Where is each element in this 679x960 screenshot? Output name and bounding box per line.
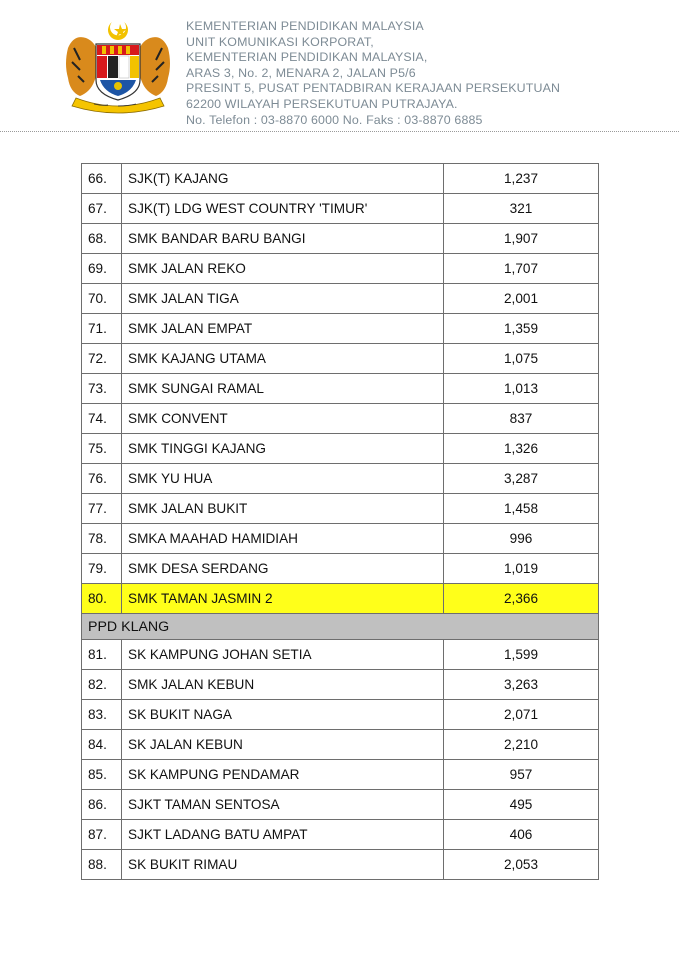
row-number: 70. bbox=[82, 284, 122, 314]
student-count: 321 bbox=[444, 194, 599, 224]
school-name: SMK JALAN KEBUN bbox=[122, 670, 444, 700]
student-count: 1,599 bbox=[444, 640, 599, 670]
row-number: 88. bbox=[82, 850, 122, 880]
row-number: 73. bbox=[82, 374, 122, 404]
coat-of-arms-icon bbox=[62, 18, 174, 114]
student-count: 2,053 bbox=[444, 850, 599, 880]
table-row bbox=[82, 524, 599, 554]
school-name: SMK JALAN REKO bbox=[122, 254, 444, 284]
address-line: KEMENTERIAN PENDIDIKAN MALAYSIA bbox=[186, 19, 424, 33]
student-count: 2,001 bbox=[444, 284, 599, 314]
school-name: SJK(T) LDG WEST COUNTRY 'TIMUR' bbox=[122, 194, 444, 224]
school-name: SMKA MAAHAD HAMIDIAH bbox=[122, 524, 444, 554]
student-count: 2,210 bbox=[444, 730, 599, 760]
table-row bbox=[82, 254, 599, 284]
school-name: SMK JALAN BUKIT bbox=[122, 494, 444, 524]
school-name: SK BUKIT RIMAU bbox=[122, 850, 444, 880]
student-count: 2,366 bbox=[444, 584, 599, 614]
address-line: ARAS 3, No. 2, MENARA 2, JALAN P5/6 bbox=[186, 65, 416, 80]
student-count: 1,359 bbox=[444, 314, 599, 344]
table-row bbox=[82, 344, 599, 374]
row-number: 74. bbox=[82, 404, 122, 434]
student-count: 406 bbox=[444, 820, 599, 850]
school-name: SMK SUNGAI RAMAL bbox=[122, 374, 444, 404]
table-row bbox=[82, 700, 599, 730]
table-row bbox=[82, 224, 599, 254]
row-number: 86. bbox=[82, 790, 122, 820]
row-number: 72. bbox=[82, 344, 122, 374]
student-count: 837 bbox=[444, 404, 599, 434]
address-line: KEMENTERIAN PENDIDIKAN MALAYSIA, bbox=[186, 50, 428, 65]
table-row bbox=[82, 760, 599, 790]
row-number: 81. bbox=[82, 640, 122, 670]
row-number: 85. bbox=[82, 760, 122, 790]
student-count: 1,326 bbox=[444, 434, 599, 464]
header-divider bbox=[0, 131, 679, 132]
school-name: SMK TAMAN JASMIN 2 bbox=[122, 584, 444, 614]
table-row-highlighted bbox=[82, 584, 599, 614]
table-row bbox=[82, 790, 599, 820]
table-row bbox=[82, 670, 599, 700]
school-name: SMK YU HUA bbox=[122, 464, 444, 494]
student-count: 1,458 bbox=[444, 494, 599, 524]
table-row bbox=[82, 850, 599, 880]
school-name: SMK JALAN TIGA bbox=[122, 284, 444, 314]
student-count: 3,287 bbox=[444, 464, 599, 494]
row-number: 79. bbox=[82, 554, 122, 584]
table-row bbox=[82, 640, 599, 670]
address-line: 62200 WILAYAH PERSEKUTUAN PUTRAJAYA. bbox=[186, 96, 458, 111]
student-count: 1,013 bbox=[444, 374, 599, 404]
student-count: 1,907 bbox=[444, 224, 599, 254]
table-row bbox=[82, 314, 599, 344]
row-number: 82. bbox=[82, 670, 122, 700]
section-row bbox=[82, 614, 599, 640]
row-number: 84. bbox=[82, 730, 122, 760]
student-count: 957 bbox=[444, 760, 599, 790]
row-number: 67. bbox=[82, 194, 122, 224]
row-number: 71. bbox=[82, 314, 122, 344]
school-name: SMK BANDAR BARU BANGI bbox=[122, 224, 444, 254]
table-row bbox=[82, 434, 599, 464]
school-name: SJK(T) KAJANG bbox=[122, 164, 444, 194]
row-number: 83. bbox=[82, 700, 122, 730]
row-number: 76. bbox=[82, 464, 122, 494]
table-row bbox=[82, 284, 599, 314]
address-line: No. Telefon : 03-8870 6000 No. Faks : 03-8870 6885 bbox=[186, 112, 483, 127]
student-count: 996 bbox=[444, 524, 599, 554]
table-row bbox=[82, 554, 599, 584]
table-row bbox=[82, 820, 599, 850]
student-count: 1,707 bbox=[444, 254, 599, 284]
table-row bbox=[82, 730, 599, 760]
table-row bbox=[82, 494, 599, 524]
school-name: SK KAMPUNG PENDAMAR bbox=[122, 760, 444, 790]
school-table bbox=[81, 163, 599, 880]
table-row bbox=[82, 164, 599, 194]
student-count: 1,019 bbox=[444, 554, 599, 584]
student-count: 2,071 bbox=[444, 700, 599, 730]
school-name: SK BUKIT NAGA bbox=[122, 700, 444, 730]
school-name: SMK TINGGI KAJANG bbox=[122, 434, 444, 464]
student-count: 1,237 bbox=[444, 164, 599, 194]
row-number: 69. bbox=[82, 254, 122, 284]
address-line: PRESINT 5, PUSAT PENTADBIRAN KERAJAAN PERSEKUTUAN bbox=[186, 81, 561, 96]
school-name: SMK CONVENT bbox=[122, 404, 444, 434]
row-number: 80. bbox=[82, 584, 122, 614]
row-number: 68. bbox=[82, 224, 122, 254]
school-name: SJKT LADANG BATU AMPAT bbox=[122, 820, 444, 850]
table-row bbox=[82, 404, 599, 434]
school-name: SK KAMPUNG JOHAN SETIA bbox=[122, 640, 444, 670]
school-name: SMK DESA SERDANG bbox=[122, 554, 444, 584]
row-number: 87. bbox=[82, 820, 122, 850]
student-count: 1,075 bbox=[444, 344, 599, 374]
student-count: 495 bbox=[444, 790, 599, 820]
table-row bbox=[82, 374, 599, 404]
section-title: PPD KLANG bbox=[82, 614, 599, 640]
row-number: 66. bbox=[82, 164, 122, 194]
letterhead bbox=[0, 0, 679, 135]
student-count: 3,263 bbox=[444, 670, 599, 700]
row-number: 75. bbox=[82, 434, 122, 464]
school-name: SMK KAJANG UTAMA bbox=[122, 344, 444, 374]
row-number: 78. bbox=[82, 524, 122, 554]
letterhead-address bbox=[186, 19, 560, 128]
table-row bbox=[82, 194, 599, 224]
school-name: SJKT TAMAN SENTOSA bbox=[122, 790, 444, 820]
school-name: SMK JALAN EMPAT bbox=[122, 314, 444, 344]
address-line: UNIT KOMUNIKASI KORPORAT, bbox=[186, 34, 374, 49]
row-number: 77. bbox=[82, 494, 122, 524]
school-name: SK JALAN KEBUN bbox=[122, 730, 444, 760]
table-row bbox=[82, 464, 599, 494]
